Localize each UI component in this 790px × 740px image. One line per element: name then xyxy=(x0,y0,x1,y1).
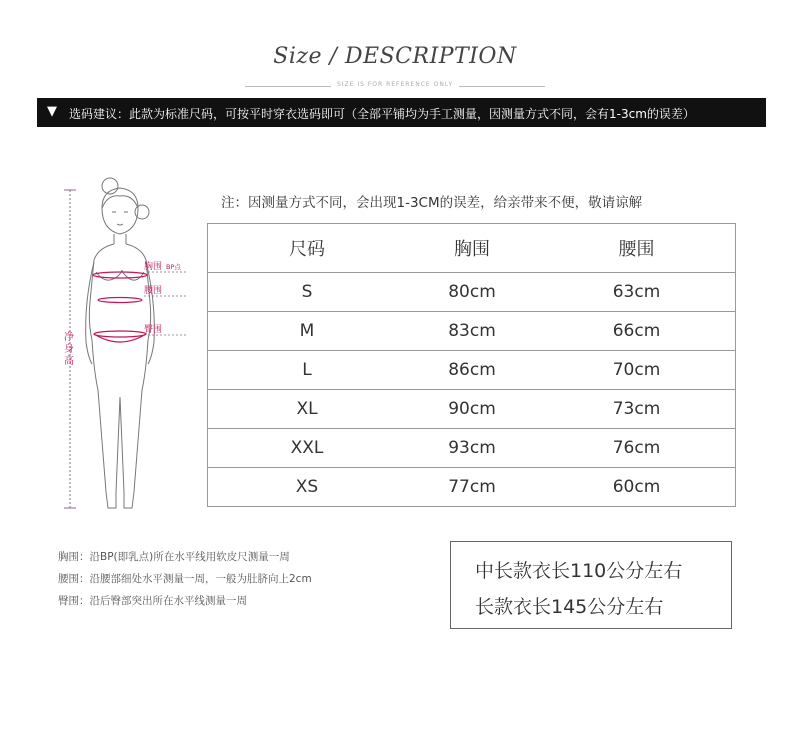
header-size: 尺码 xyxy=(289,239,325,260)
cell-size: XXL xyxy=(208,429,407,468)
cell-waist: 76cm xyxy=(538,429,736,468)
cell-bust: 83cm xyxy=(406,312,538,351)
garment-length-box xyxy=(450,541,732,629)
length-long: 长款衣长145公分左右 xyxy=(475,596,664,618)
cell-size: S xyxy=(208,273,407,312)
cell-size: XL xyxy=(208,390,407,429)
bust-band xyxy=(93,272,147,278)
measurement-note: 注：因测量方式不同，会出现1-3CM的误差，给亲带来不便，敬请谅解 xyxy=(221,195,643,211)
table-row xyxy=(208,468,736,507)
cell-size: L xyxy=(208,351,407,390)
bust-label: 胸围 xyxy=(144,262,163,272)
cell-waist: 73cm xyxy=(538,390,736,429)
table-row xyxy=(208,390,736,429)
cell-size: XS xyxy=(208,468,407,507)
table-row xyxy=(208,273,736,312)
cell-waist: 63cm xyxy=(538,273,736,312)
footnote-bust: 胸围：沿BP(即乳点)所在水平线用软皮尺测量一周 xyxy=(58,551,290,563)
body-measurement-figure xyxy=(50,172,200,517)
height-label-3: 高 xyxy=(64,356,74,367)
footnote-waist: 腰围：沿腰部细处水平测量一周，一般为肚脐向上2cm xyxy=(58,573,312,585)
table-row xyxy=(208,312,736,351)
size-advice-text: 选码建议：此款为标准尺码，可按平时穿衣选码即可（全部平铺均为手工测量，因测量方式不同，会有1-3cm的误差） xyxy=(69,107,695,121)
waist-band xyxy=(98,298,142,303)
table-row xyxy=(208,429,736,468)
page-title: Size / DESCRIPTION xyxy=(273,44,517,69)
page-subtitle: SIZE IS FOR REFERENCE ONLY xyxy=(0,81,790,88)
length-mid: 中长款衣长110公分左右 xyxy=(475,560,683,582)
size-advice-banner xyxy=(37,98,766,127)
woman-silhouette-icon xyxy=(86,178,155,508)
footnote-hip: 臀围：沿后臀部突出所在水平线测量一周 xyxy=(58,595,247,607)
cell-waist: 66cm xyxy=(538,312,736,351)
cell-waist: 70cm xyxy=(538,351,736,390)
hip-label: 臀围 xyxy=(144,325,163,335)
cell-bust: 77cm xyxy=(406,468,538,507)
waist-label: 腰围 xyxy=(144,286,163,296)
header-bust: 胸围 xyxy=(454,239,490,260)
cell-bust: 93cm xyxy=(406,429,538,468)
table-header-row xyxy=(208,224,736,273)
height-label-1: 净 xyxy=(64,332,74,343)
size-table xyxy=(207,223,736,507)
height-label-2: 身 xyxy=(64,344,74,355)
cell-size: M xyxy=(208,312,407,351)
hip-band xyxy=(94,334,146,342)
bp-label: BP点 xyxy=(166,263,181,271)
header-waist: 腰围 xyxy=(618,239,655,260)
cell-waist: 60cm xyxy=(538,468,736,507)
triangle-down-icon: ▼ xyxy=(47,104,57,119)
table-row xyxy=(208,351,736,390)
measurement-bands xyxy=(93,272,147,342)
cell-bust: 80cm xyxy=(406,273,538,312)
cell-bust: 90cm xyxy=(406,390,538,429)
cell-bust: 86cm xyxy=(406,351,538,390)
